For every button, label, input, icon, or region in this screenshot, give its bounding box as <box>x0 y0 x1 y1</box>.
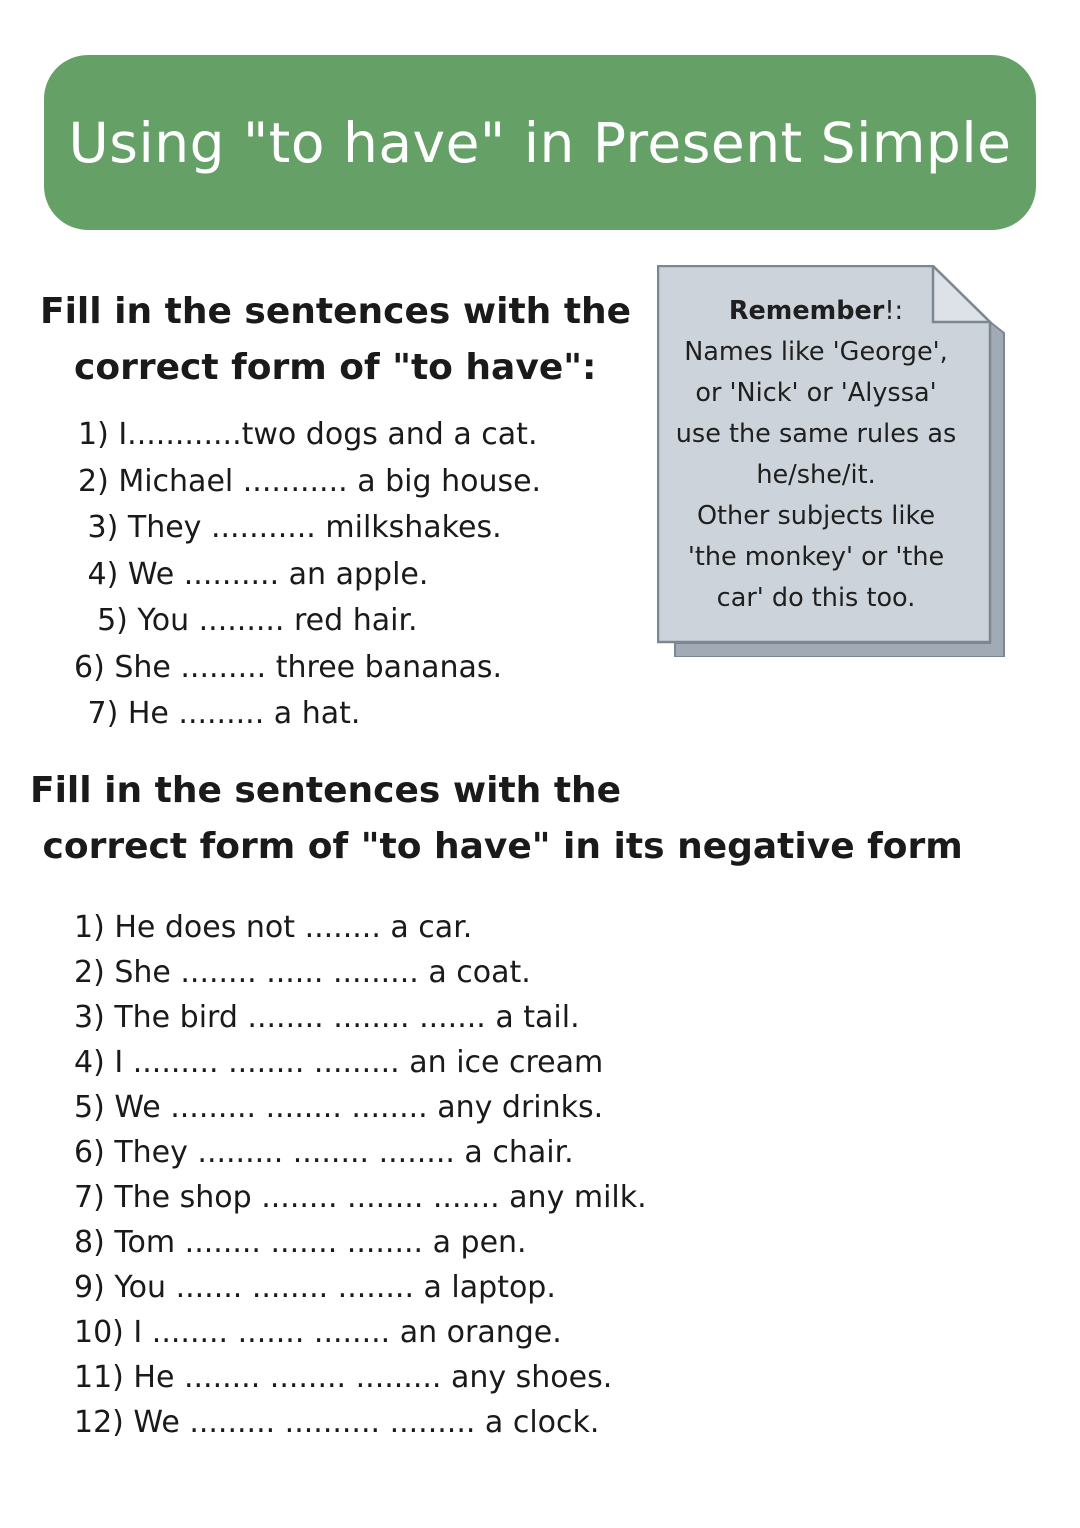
note-remember-label: Remember <box>728 296 885 326</box>
exercise-item: 11) He ........ ........ ......... any shoes. <box>74 1360 613 1395</box>
exercise-item: 1) I............two dogs and a cat. <box>78 417 538 452</box>
exercise-item: 2) She ........ ...... ......... a coat. <box>74 955 531 990</box>
remember-note <box>657 265 1005 657</box>
exercise-item: 5) You ......... red hair. <box>78 603 418 638</box>
exercise-item: 3) The bird ........ ........ ....... a tail. <box>74 1000 580 1035</box>
section1-heading-line-1: Fill in the sentences with the <box>40 291 632 332</box>
note-line: 'the monkey' or 'the <box>687 542 945 572</box>
note-remember-suffix: !: <box>884 296 904 326</box>
exercise-item: 8) Tom ........ ....... ........ a pen. <box>74 1225 527 1260</box>
exercise-item: 9) You ....... ........ ........ a laptop. <box>74 1270 556 1305</box>
section1-heading-line-2: correct form of "to have": <box>74 347 597 388</box>
note-line: use the same rules as <box>675 419 957 449</box>
section2-exercise-list <box>74 905 647 1445</box>
exercise-item: 6) She ......... three bananas. <box>74 649 503 685</box>
note-text <box>657 291 975 619</box>
exercise-item: 2) Michael ........... a big house. <box>78 463 542 499</box>
section1-exercise-list <box>74 412 542 738</box>
exercise-item: 7) He ......... a hat. <box>78 696 361 731</box>
title-banner <box>44 55 1036 230</box>
exercise-item: 7) The shop ........ ........ ....... any milk. <box>74 1180 647 1215</box>
note-line: he/she/it. <box>756 460 876 490</box>
exercise-item: 4) We .......... an apple. <box>78 556 429 592</box>
exercise-item: 6) They ......... ........ ........ a chair. <box>74 1135 574 1170</box>
exercise-item: 3) They ........... milkshakes. <box>78 510 502 545</box>
note-line: or 'Nick' or 'Alyssa' <box>695 378 937 408</box>
exercise-item: 10) I ........ ....... ........ an orange. <box>74 1315 562 1350</box>
section1-heading <box>40 284 631 396</box>
note-line: Names like 'George', <box>684 337 948 367</box>
exercise-item: 4) I ......... ........ ......... an ice cream <box>74 1045 604 1080</box>
section2-heading-line-1: Fill in the sentences with the <box>30 770 622 811</box>
exercise-item: 1) He does not ........ a car. <box>74 910 473 945</box>
section2-heading-line-2: correct form of "to have" in its negative form <box>30 826 963 867</box>
note-line: car' do this too. <box>716 583 916 613</box>
exercise-item: 5) We ......... ........ ........ any drinks. <box>74 1090 604 1125</box>
section2-heading <box>30 763 963 875</box>
note-line: Other subjects like <box>696 501 936 531</box>
note-remember-line <box>657 291 975 332</box>
page-title: Using "to have" in Present Simple <box>68 110 1012 175</box>
exercise-item: 12) We ......... .......... ......... a clock. <box>74 1405 600 1440</box>
